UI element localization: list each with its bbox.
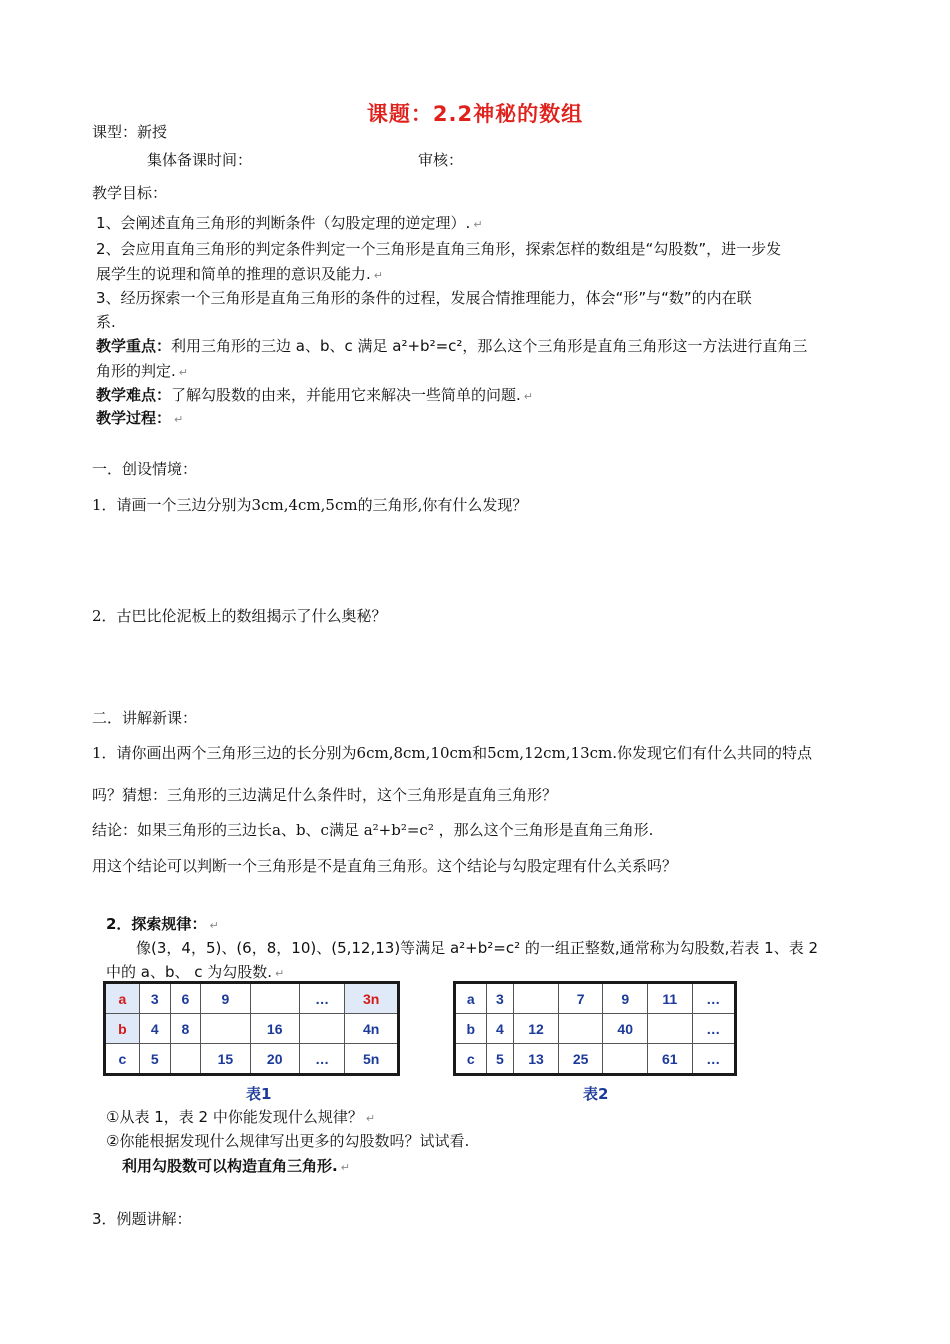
table-cell: 20	[250, 1044, 299, 1075]
table-cell: …	[692, 983, 735, 1014]
table-cell: 6	[170, 983, 201, 1014]
table-cell: 11	[648, 983, 693, 1014]
explore-line-1: 像(3，4，5)、(6，8，10)、(5,12,13)等满足 a²+b²=c² 的一组正整数,通常称为勾股数,若表 1、表 2	[136, 939, 819, 957]
table-cell	[558, 1014, 603, 1044]
section2-p1a: 1．请你画出两个三角形三边的长分别为6cm,8cm,10cm和5cm,12cm,13cm.你发现它们有什么共同的特点	[92, 744, 813, 762]
review-field: 审核：	[418, 151, 464, 169]
table-1	[103, 981, 400, 1076]
table-2-caption: 表2	[583, 1085, 609, 1103]
table-cell: 7	[558, 983, 603, 1014]
table-cell: …	[299, 1044, 345, 1075]
table-cell: …	[692, 1014, 735, 1044]
table-row	[105, 1014, 399, 1044]
goal-line-1: 1、会阐述直角三角形的判断条件（勾股定理的逆定理）. ↵	[96, 214, 483, 232]
table-cell: 4	[139, 1014, 170, 1044]
table-row	[455, 983, 736, 1014]
goal-line-2: 2、会应用直角三角形的判定条件判定一个三角形是直角三角形，探索怎样的数组是“勾股数”，进一步发	[96, 240, 782, 258]
table-cell	[648, 1014, 693, 1044]
section1-heading: 一．创设情境：	[92, 460, 198, 478]
lesson-type: 课型：新授	[92, 123, 168, 141]
page-title: 课题：2.2神秘的数组	[366, 102, 584, 126]
table-cell: 3	[486, 983, 514, 1014]
explore-q1: ①从表 1，表 2 中你能发现什么规律？ ↵	[106, 1108, 376, 1126]
table-row	[105, 983, 399, 1014]
table-cell: c	[105, 1044, 140, 1075]
table-cell: …	[692, 1044, 735, 1075]
table-cell: 16	[250, 1014, 299, 1044]
table-cell	[603, 1044, 648, 1075]
table-cell: a	[105, 983, 140, 1014]
explore-line-2: 中的 a、b、 c 为勾股数. ↵	[106, 963, 285, 981]
section1-q1: 1．请画一个三边分别为3cm,4cm,5cm的三角形,你有什么发现？	[92, 496, 528, 514]
table-cell: 25	[558, 1044, 603, 1075]
table-cell: a	[455, 983, 487, 1014]
table-cell: b	[105, 1014, 140, 1044]
table-cell	[201, 1014, 250, 1044]
table-cell: 5n	[345, 1044, 399, 1075]
table-cell	[250, 983, 299, 1014]
table-cell	[170, 1044, 201, 1075]
section1-q2: 2．古巴比伦泥板上的数组揭示了什么奥秘？	[92, 607, 387, 625]
table-2	[453, 981, 737, 1076]
table-row	[455, 1014, 736, 1044]
goal-line-4: 3、经历探索一个三角形是直角三角形的条件的过程，发展合情推理能力，体会“形”与“数”的内在联	[96, 289, 752, 307]
table-cell: 9	[201, 983, 250, 1014]
explore-conclusion: 利用勾股数可以构造直角三角形. ↵	[122, 1157, 350, 1175]
table-cell: 9	[603, 983, 648, 1014]
section2-p3: 用这个结论可以判断一个三角形是不是直角三角形。这个结论与勾股定理有什么关系吗？	[92, 857, 678, 875]
goal-line-3: 展学生的说理和简单的推理的意识及能力. ↵	[96, 265, 383, 283]
table-1-caption: 表1	[246, 1085, 272, 1103]
goals-heading: 教学目标：	[92, 184, 168, 202]
table-cell	[514, 983, 559, 1014]
explore-heading: 2．探索规律： ↵	[106, 915, 219, 933]
table-row	[455, 1044, 736, 1075]
goal-line-5: 系.	[96, 313, 116, 331]
process-label: 教学过程： ↵	[96, 409, 184, 427]
difficulty-line: 教学难点：了解勾股数的由来，并能用它来解决一些简单的问题. ↵	[96, 386, 534, 404]
table-cell: 40	[603, 1014, 648, 1044]
table-cell: b	[455, 1014, 487, 1044]
table-cell: 3	[139, 983, 170, 1014]
table-cell: …	[299, 983, 345, 1014]
section2-heading: 二．讲解新课：	[92, 709, 198, 727]
table-cell: 5	[139, 1044, 170, 1075]
table-cell: 3n	[345, 983, 399, 1014]
table-cell	[299, 1014, 345, 1044]
table-cell: 4n	[345, 1014, 399, 1044]
explore-q2: ②你能根据发现什么规律写出更多的勾股数吗？试试看.	[106, 1132, 470, 1150]
table-cell: 13	[514, 1044, 559, 1075]
table-row	[105, 1044, 399, 1075]
table-cell: 5	[486, 1044, 514, 1075]
table-cell: 8	[170, 1014, 201, 1044]
table-cell: 4	[486, 1014, 514, 1044]
table-cell: 15	[201, 1044, 250, 1075]
key-point-line-2: 角形的判定. ↵	[96, 362, 188, 380]
key-point-line-1: 教学重点：利用三角形的三边 a、b、c 满足 a²+b²=c²，那么这个三角形是直角三角形这一方法进行直角三	[96, 337, 808, 355]
section2-conclusion: 结论：如果三角形的三边长a、b、c满足 a²+b²=c² ，那么这个三角形是直角三角形.	[92, 821, 654, 839]
section3-heading: 3．例题讲解：	[92, 1210, 192, 1228]
table-cell: 12	[514, 1014, 559, 1044]
table-cell: c	[455, 1044, 487, 1075]
prep-time: 集体备课时间：	[147, 151, 253, 169]
section2-p1b: 吗？猜想：三角形的三边满足什么条件时，这个三角形是直角三角形？	[92, 786, 558, 804]
table-cell: 61	[648, 1044, 693, 1075]
